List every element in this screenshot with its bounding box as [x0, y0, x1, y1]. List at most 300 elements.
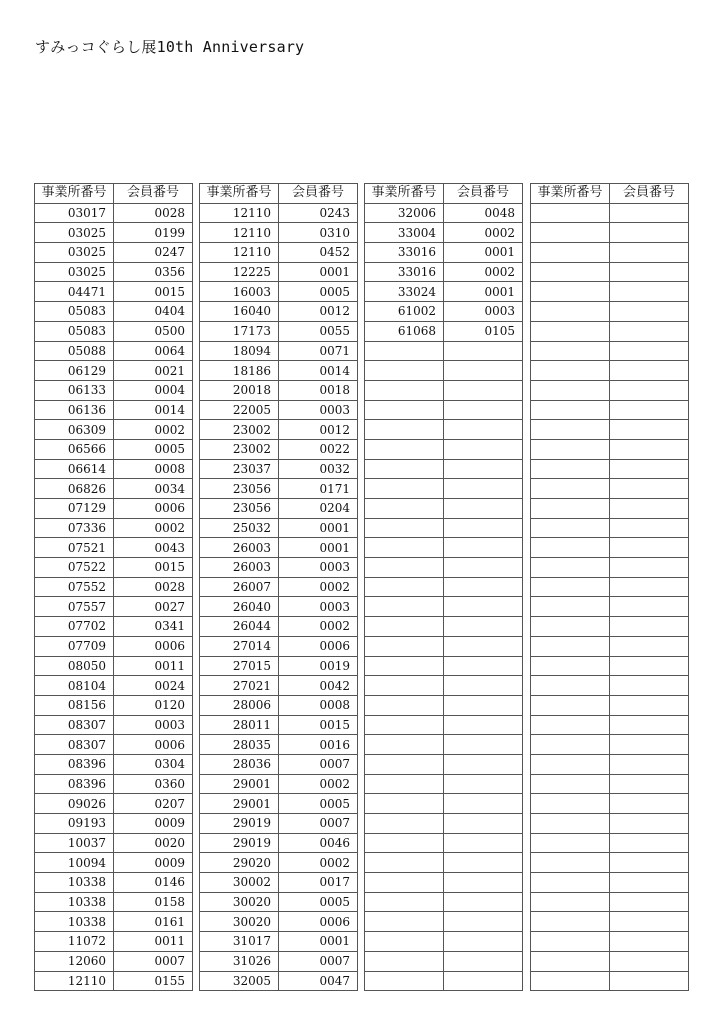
- table-row: [531, 420, 689, 440]
- member-number-cell: [610, 735, 689, 755]
- office-number-cell: [531, 873, 610, 893]
- member-number-cell: 0158: [114, 892, 193, 912]
- table-row: [35, 656, 193, 676]
- table-row: [365, 892, 523, 912]
- table-row: [35, 715, 193, 735]
- table-row: [531, 243, 689, 263]
- member-number-cell: [610, 341, 689, 361]
- table-row: [531, 617, 689, 637]
- office-number-cell: 32006: [365, 203, 444, 223]
- office-number-cell: 26003: [200, 558, 279, 578]
- office-number-cell: 26040: [200, 597, 279, 617]
- office-number-cell: [531, 892, 610, 912]
- table-row: [200, 617, 358, 637]
- table-row: [35, 558, 193, 578]
- table-row: [200, 341, 358, 361]
- table-row: [35, 420, 193, 440]
- office-number-cell: [531, 794, 610, 814]
- member-number-cell: 0009: [114, 853, 193, 873]
- table-row: [35, 833, 193, 853]
- office-number-cell: 12110: [35, 971, 114, 991]
- member-number-cell: [444, 341, 523, 361]
- member-number-cell: [610, 243, 689, 263]
- member-number-cell: 0003: [444, 302, 523, 322]
- member-number-header: 会員番号: [114, 184, 193, 204]
- table-row: [531, 597, 689, 617]
- member-number-cell: 0161: [114, 912, 193, 932]
- table-row: [35, 262, 193, 282]
- member-number-cell: [610, 302, 689, 322]
- table-row: [200, 262, 358, 282]
- office-number-cell: [365, 754, 444, 774]
- office-number-cell: [531, 814, 610, 834]
- office-number-cell: [531, 577, 610, 597]
- table-row: [35, 814, 193, 834]
- office-number-cell: 10338: [35, 912, 114, 932]
- office-number-cell: [365, 873, 444, 893]
- office-number-cell: 30020: [200, 912, 279, 932]
- member-number-cell: 0003: [279, 400, 358, 420]
- table-row: [365, 597, 523, 617]
- office-number-cell: [365, 774, 444, 794]
- office-number-cell: [531, 243, 610, 263]
- table-row: [365, 617, 523, 637]
- member-number-cell: 0020: [114, 833, 193, 853]
- member-number-cell: 0042: [279, 676, 358, 696]
- office-number-cell: 07522: [35, 558, 114, 578]
- table-row: [531, 774, 689, 794]
- table-row: [35, 912, 193, 932]
- table-row: [35, 223, 193, 243]
- office-number-cell: [365, 932, 444, 952]
- office-number-cell: 07552: [35, 577, 114, 597]
- office-number-cell: [365, 380, 444, 400]
- office-number-cell: 29019: [200, 833, 279, 853]
- table-row: [531, 932, 689, 952]
- member-number-cell: 0014: [114, 400, 193, 420]
- office-number-cell: 33016: [365, 243, 444, 263]
- member-number-cell: 0001: [279, 932, 358, 952]
- member-number-cell: [610, 203, 689, 223]
- table-row: [35, 459, 193, 479]
- member-number-cell: 0005: [279, 794, 358, 814]
- member-number-cell: 0304: [114, 754, 193, 774]
- member-number-cell: 0007: [279, 814, 358, 834]
- table-row: [531, 262, 689, 282]
- member-number-cell: 0360: [114, 774, 193, 794]
- office-number-cell: [365, 971, 444, 991]
- table-row: [365, 853, 523, 873]
- member-number-cell: [610, 971, 689, 991]
- table-row: [531, 676, 689, 696]
- member-number-cell: 0341: [114, 617, 193, 637]
- table-row: [365, 636, 523, 656]
- member-number-cell: [610, 400, 689, 420]
- office-number-cell: 23056: [200, 499, 279, 519]
- member-number-cell: 0002: [444, 223, 523, 243]
- office-number-header: 事業所番号: [365, 184, 444, 204]
- member-number-cell: 0199: [114, 223, 193, 243]
- table-row: [365, 735, 523, 755]
- member-number-cell: [610, 932, 689, 952]
- member-number-cell: [444, 420, 523, 440]
- member-number-cell: [444, 636, 523, 656]
- member-number-cell: [610, 617, 689, 637]
- office-number-cell: 61068: [365, 321, 444, 341]
- office-number-cell: 33016: [365, 262, 444, 282]
- office-number-cell: 08307: [35, 715, 114, 735]
- member-number-header: 会員番号: [444, 184, 523, 204]
- table-row: [200, 420, 358, 440]
- member-number-cell: 0024: [114, 676, 193, 696]
- office-number-cell: 31017: [200, 932, 279, 952]
- table-row: [200, 794, 358, 814]
- table-row: [365, 203, 523, 223]
- member-number-cell: 0071: [279, 341, 358, 361]
- member-number-cell: 0032: [279, 459, 358, 479]
- member-number-cell: [610, 282, 689, 302]
- table-row: [35, 754, 193, 774]
- member-number-cell: [610, 754, 689, 774]
- member-number-cell: [610, 833, 689, 853]
- table-row: [531, 479, 689, 499]
- table-row: [200, 302, 358, 322]
- office-number-cell: [531, 321, 610, 341]
- member-number-cell: [610, 459, 689, 479]
- office-number-cell: [531, 912, 610, 932]
- office-number-cell: 12110: [200, 243, 279, 263]
- table-row: [200, 971, 358, 991]
- member-number-cell: [444, 518, 523, 538]
- member-number-cell: 0452: [279, 243, 358, 263]
- office-number-cell: 06566: [35, 439, 114, 459]
- table-row: [531, 499, 689, 519]
- member-number-cell: 0001: [279, 518, 358, 538]
- office-number-cell: 10338: [35, 873, 114, 893]
- table-row: [200, 203, 358, 223]
- table-row: [531, 558, 689, 578]
- member-number-cell: 0048: [444, 203, 523, 223]
- office-number-cell: 26044: [200, 617, 279, 637]
- member-number-cell: [610, 853, 689, 873]
- table-row: [365, 676, 523, 696]
- table-row: [531, 794, 689, 814]
- member-number-cell: 0046: [279, 833, 358, 853]
- table-row: [200, 361, 358, 381]
- table-row: [531, 695, 689, 715]
- table-row: [35, 873, 193, 893]
- member-number-cell: [444, 558, 523, 578]
- header-row: [365, 184, 523, 204]
- member-number-cell: [610, 951, 689, 971]
- table-row: [200, 833, 358, 853]
- member-number-cell: 0001: [279, 538, 358, 558]
- member-number-cell: 0007: [114, 951, 193, 971]
- member-number-cell: 0002: [114, 518, 193, 538]
- member-number-cell: [444, 951, 523, 971]
- office-number-cell: 29001: [200, 774, 279, 794]
- member-number-cell: [444, 499, 523, 519]
- member-number-cell: [444, 400, 523, 420]
- office-number-cell: [365, 479, 444, 499]
- office-number-cell: 07129: [35, 499, 114, 519]
- table-row: [200, 636, 358, 656]
- member-number-cell: 0006: [279, 636, 358, 656]
- table-row: [365, 479, 523, 499]
- office-number-cell: 28035: [200, 735, 279, 755]
- table-row: [35, 400, 193, 420]
- office-number-cell: [531, 282, 610, 302]
- office-number-cell: [531, 617, 610, 637]
- office-number-cell: 28036: [200, 754, 279, 774]
- table-row: [531, 833, 689, 853]
- member-number-cell: [444, 577, 523, 597]
- member-number-cell: 0001: [444, 243, 523, 263]
- office-number-cell: 06309: [35, 420, 114, 440]
- table-row: [35, 794, 193, 814]
- office-number-cell: [531, 754, 610, 774]
- office-number-cell: [531, 302, 610, 322]
- member-number-cell: [444, 794, 523, 814]
- office-number-cell: 03025: [35, 243, 114, 263]
- office-number-cell: 12225: [200, 262, 279, 282]
- member-number-cell: 0008: [279, 695, 358, 715]
- table-row: [365, 774, 523, 794]
- table-row: [35, 617, 193, 637]
- member-number-cell: 0002: [279, 577, 358, 597]
- table-row: [200, 479, 358, 499]
- member-number-cell: [444, 538, 523, 558]
- table-row: [531, 439, 689, 459]
- table-row: [200, 459, 358, 479]
- member-number-cell: [444, 774, 523, 794]
- table-row: [365, 499, 523, 519]
- table-row: [365, 243, 523, 263]
- member-number-cell: [444, 676, 523, 696]
- table-row: [531, 321, 689, 341]
- table-row: [531, 715, 689, 735]
- member-number-cell: [610, 656, 689, 676]
- table-row: [35, 932, 193, 952]
- member-number-cell: [610, 814, 689, 834]
- member-number-cell: [444, 853, 523, 873]
- office-number-cell: [365, 518, 444, 538]
- table-row: [365, 715, 523, 735]
- table-row: [531, 223, 689, 243]
- table-row: [365, 814, 523, 834]
- member-number-cell: 0247: [114, 243, 193, 263]
- table-row: [200, 695, 358, 715]
- office-number-cell: 29019: [200, 814, 279, 834]
- list-column-3: [364, 183, 523, 991]
- table-row: [200, 656, 358, 676]
- office-number-cell: 30020: [200, 892, 279, 912]
- office-number-cell: [531, 774, 610, 794]
- table-row: [35, 380, 193, 400]
- member-number-cell: [610, 912, 689, 932]
- table-row: [200, 380, 358, 400]
- office-number-cell: [365, 735, 444, 755]
- table-row: [365, 932, 523, 952]
- member-number-cell: 0120: [114, 695, 193, 715]
- table-row: [200, 892, 358, 912]
- member-number-cell: 0028: [114, 203, 193, 223]
- table-row: [35, 676, 193, 696]
- table-row: [531, 754, 689, 774]
- office-number-cell: 26003: [200, 538, 279, 558]
- office-number-cell: 08396: [35, 774, 114, 794]
- member-number-cell: [610, 361, 689, 381]
- member-number-cell: [444, 932, 523, 952]
- member-number-cell: 0028: [114, 577, 193, 597]
- table-row: [531, 853, 689, 873]
- header-row: [200, 184, 358, 204]
- office-number-cell: 33004: [365, 223, 444, 243]
- table-row: [200, 597, 358, 617]
- table-row: [531, 636, 689, 656]
- office-number-cell: [531, 538, 610, 558]
- table-row: [35, 439, 193, 459]
- member-number-cell: [444, 833, 523, 853]
- office-number-cell: [365, 538, 444, 558]
- office-number-cell: [365, 558, 444, 578]
- table-row: [200, 774, 358, 794]
- header-row: [35, 184, 193, 204]
- member-number-cell: 0356: [114, 262, 193, 282]
- office-number-cell: [365, 951, 444, 971]
- office-number-cell: [531, 735, 610, 755]
- member-number-cell: [610, 774, 689, 794]
- member-number-cell: 0155: [114, 971, 193, 991]
- office-number-cell: [531, 636, 610, 656]
- office-number-cell: [365, 617, 444, 637]
- member-number-cell: 0034: [114, 479, 193, 499]
- office-number-cell: [531, 479, 610, 499]
- member-number-cell: 0146: [114, 873, 193, 893]
- table-row: [35, 971, 193, 991]
- office-number-cell: [365, 656, 444, 676]
- table-row: [365, 794, 523, 814]
- office-number-cell: 12110: [200, 203, 279, 223]
- table-row: [200, 754, 358, 774]
- table-row: [200, 676, 358, 696]
- office-number-cell: [531, 853, 610, 873]
- office-number-cell: [365, 361, 444, 381]
- office-number-cell: [531, 459, 610, 479]
- header-row: [531, 184, 689, 204]
- table-row: [531, 577, 689, 597]
- member-number-cell: [610, 538, 689, 558]
- office-number-cell: 03017: [35, 203, 114, 223]
- office-number-cell: 33024: [365, 282, 444, 302]
- table-row: [365, 341, 523, 361]
- table-row: [365, 912, 523, 932]
- office-number-cell: 05088: [35, 341, 114, 361]
- member-number-cell: 0007: [279, 951, 358, 971]
- office-number-cell: 16040: [200, 302, 279, 322]
- member-number-cell: [444, 479, 523, 499]
- table-row: [365, 951, 523, 971]
- member-number-cell: 0310: [279, 223, 358, 243]
- member-number-cell: 0243: [279, 203, 358, 223]
- office-number-cell: 31026: [200, 951, 279, 971]
- office-number-cell: 08104: [35, 676, 114, 696]
- member-number-cell: 0011: [114, 656, 193, 676]
- table-row: [531, 459, 689, 479]
- table-row: [531, 873, 689, 893]
- table-row: [35, 479, 193, 499]
- table-row: [531, 735, 689, 755]
- office-number-cell: 07336: [35, 518, 114, 538]
- table-row: [200, 499, 358, 519]
- table-row: [35, 853, 193, 873]
- member-number-cell: [444, 695, 523, 715]
- office-number-cell: 04471: [35, 282, 114, 302]
- list-column-2: [199, 183, 358, 991]
- office-number-cell: 18186: [200, 361, 279, 381]
- office-number-cell: 09026: [35, 794, 114, 814]
- office-number-cell: [531, 223, 610, 243]
- table-row: [531, 400, 689, 420]
- table-row: [35, 321, 193, 341]
- table-row: [365, 282, 523, 302]
- office-number-cell: 06614: [35, 459, 114, 479]
- office-number-header: 事業所番号: [531, 184, 610, 204]
- member-number-cell: [444, 912, 523, 932]
- member-number-cell: 0005: [279, 282, 358, 302]
- member-number-cell: 0009: [114, 814, 193, 834]
- list-column-4: [530, 183, 689, 991]
- table-row: [200, 873, 358, 893]
- office-number-cell: [531, 932, 610, 952]
- member-number-cell: 0105: [444, 321, 523, 341]
- member-number-cell: [444, 361, 523, 381]
- table-row: [200, 814, 358, 834]
- office-number-cell: 06133: [35, 380, 114, 400]
- office-number-cell: 16003: [200, 282, 279, 302]
- office-number-cell: 23002: [200, 420, 279, 440]
- table-row: [365, 223, 523, 243]
- table-row: [531, 361, 689, 381]
- office-number-cell: [531, 833, 610, 853]
- table-row: [200, 558, 358, 578]
- office-number-cell: 20018: [200, 380, 279, 400]
- member-number-cell: 0055: [279, 321, 358, 341]
- table-row: [365, 420, 523, 440]
- member-number-cell: [610, 223, 689, 243]
- table-row: [35, 735, 193, 755]
- member-number-header: 会員番号: [610, 184, 689, 204]
- table-row: [200, 282, 358, 302]
- member-number-cell: 0016: [279, 735, 358, 755]
- office-number-cell: 10037: [35, 833, 114, 853]
- office-number-cell: 07557: [35, 597, 114, 617]
- table-row: [200, 439, 358, 459]
- member-number-cell: [610, 558, 689, 578]
- member-number-cell: 0002: [444, 262, 523, 282]
- table-row: [200, 951, 358, 971]
- table-row: [35, 774, 193, 794]
- table-row: [365, 361, 523, 381]
- office-number-cell: [365, 695, 444, 715]
- member-number-cell: 0001: [444, 282, 523, 302]
- office-number-header: 事業所番号: [200, 184, 279, 204]
- table-row: [35, 636, 193, 656]
- office-number-cell: [365, 715, 444, 735]
- office-number-cell: 12110: [200, 223, 279, 243]
- table-row: [35, 892, 193, 912]
- member-number-cell: [444, 459, 523, 479]
